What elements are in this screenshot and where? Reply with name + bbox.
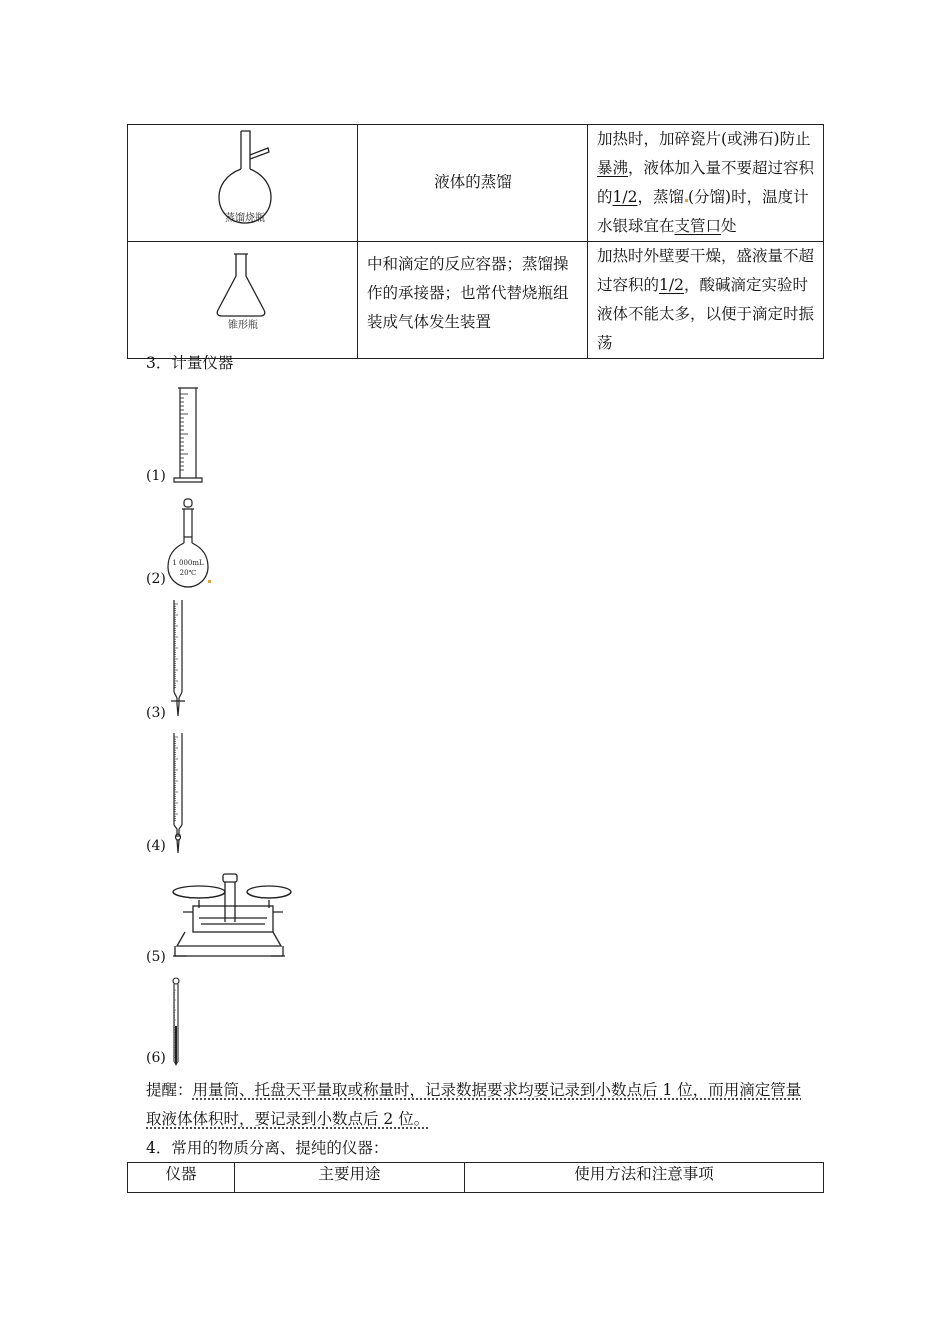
instrument-cell: [128, 125, 358, 242]
volumetric-flask-icon: [165, 497, 215, 589]
item-label: (4): [146, 838, 166, 854]
notes-cell: [588, 242, 824, 359]
usage-cell: [358, 125, 588, 242]
thermometer-icon: [168, 976, 184, 1068]
notes-text: 加热时外壁要干燥，盛液量不超过容积的1/2，酸碱滴定实验时液体不能太多，以便于滴定时振荡: [597, 247, 815, 352]
instrument-caption: 锥形瓶: [228, 320, 258, 331]
usage-text: 中和滴定的反应容器；蒸馏操作的承接器；也常代替烧瓶组装成气体发生装置: [367, 255, 569, 331]
column-header: 主要用途: [235, 1163, 465, 1193]
item-label: (5): [146, 949, 166, 965]
instrument-cell: [128, 242, 358, 359]
distillation-flask-icon: [128, 125, 357, 237]
notes-cell: [588, 125, 824, 242]
acid-burette-icon: [168, 598, 188, 720]
item-label: (3): [146, 705, 166, 721]
item-label: (2): [146, 571, 166, 587]
reminder-prefix: 提醒：: [146, 1081, 193, 1099]
reminder-text: 用量筒、托盘天平量取或称量时，记录数据要求均要记录到小数点后 1 位，而用滴定管量取液体体积时，要记录到小数点后 2 位。: [146, 1081, 802, 1128]
platform-balance-icon: [165, 866, 293, 966]
flask-temp-text: 20℃: [179, 569, 197, 577]
measuring-cylinder-icon: [170, 384, 210, 486]
section3-heading: 3．计量仪器: [146, 354, 234, 372]
base-burette-icon: [168, 731, 188, 855]
reminder-paragraph: [146, 1076, 816, 1134]
notes-text: 加热时，加碎瓷片(或沸石)防止暴沸，液体加入量不要超过容积的1/2，蒸馏 (分馏)时，温度计水银球宜在支管口处: [597, 130, 815, 235]
instrument-caption: 蒸馏烧瓶: [225, 213, 265, 224]
column-header: 仪器: [128, 1163, 235, 1193]
item-label: (1): [146, 468, 166, 484]
instruments-table: [127, 124, 824, 359]
flask-volume-text: 1 000mL: [172, 559, 204, 567]
usage-cell: [358, 242, 588, 359]
conical-flask-icon: [128, 242, 357, 352]
separation-table: [127, 1162, 824, 1193]
item-label: (6): [146, 1050, 166, 1066]
column-header: 使用方法和注意事项: [465, 1163, 824, 1193]
usage-text: 液体的蒸馏: [434, 172, 512, 191]
section4-heading: 4．常用的物质分离、提纯的仪器：: [146, 1139, 389, 1157]
mark-dot: [208, 580, 211, 583]
